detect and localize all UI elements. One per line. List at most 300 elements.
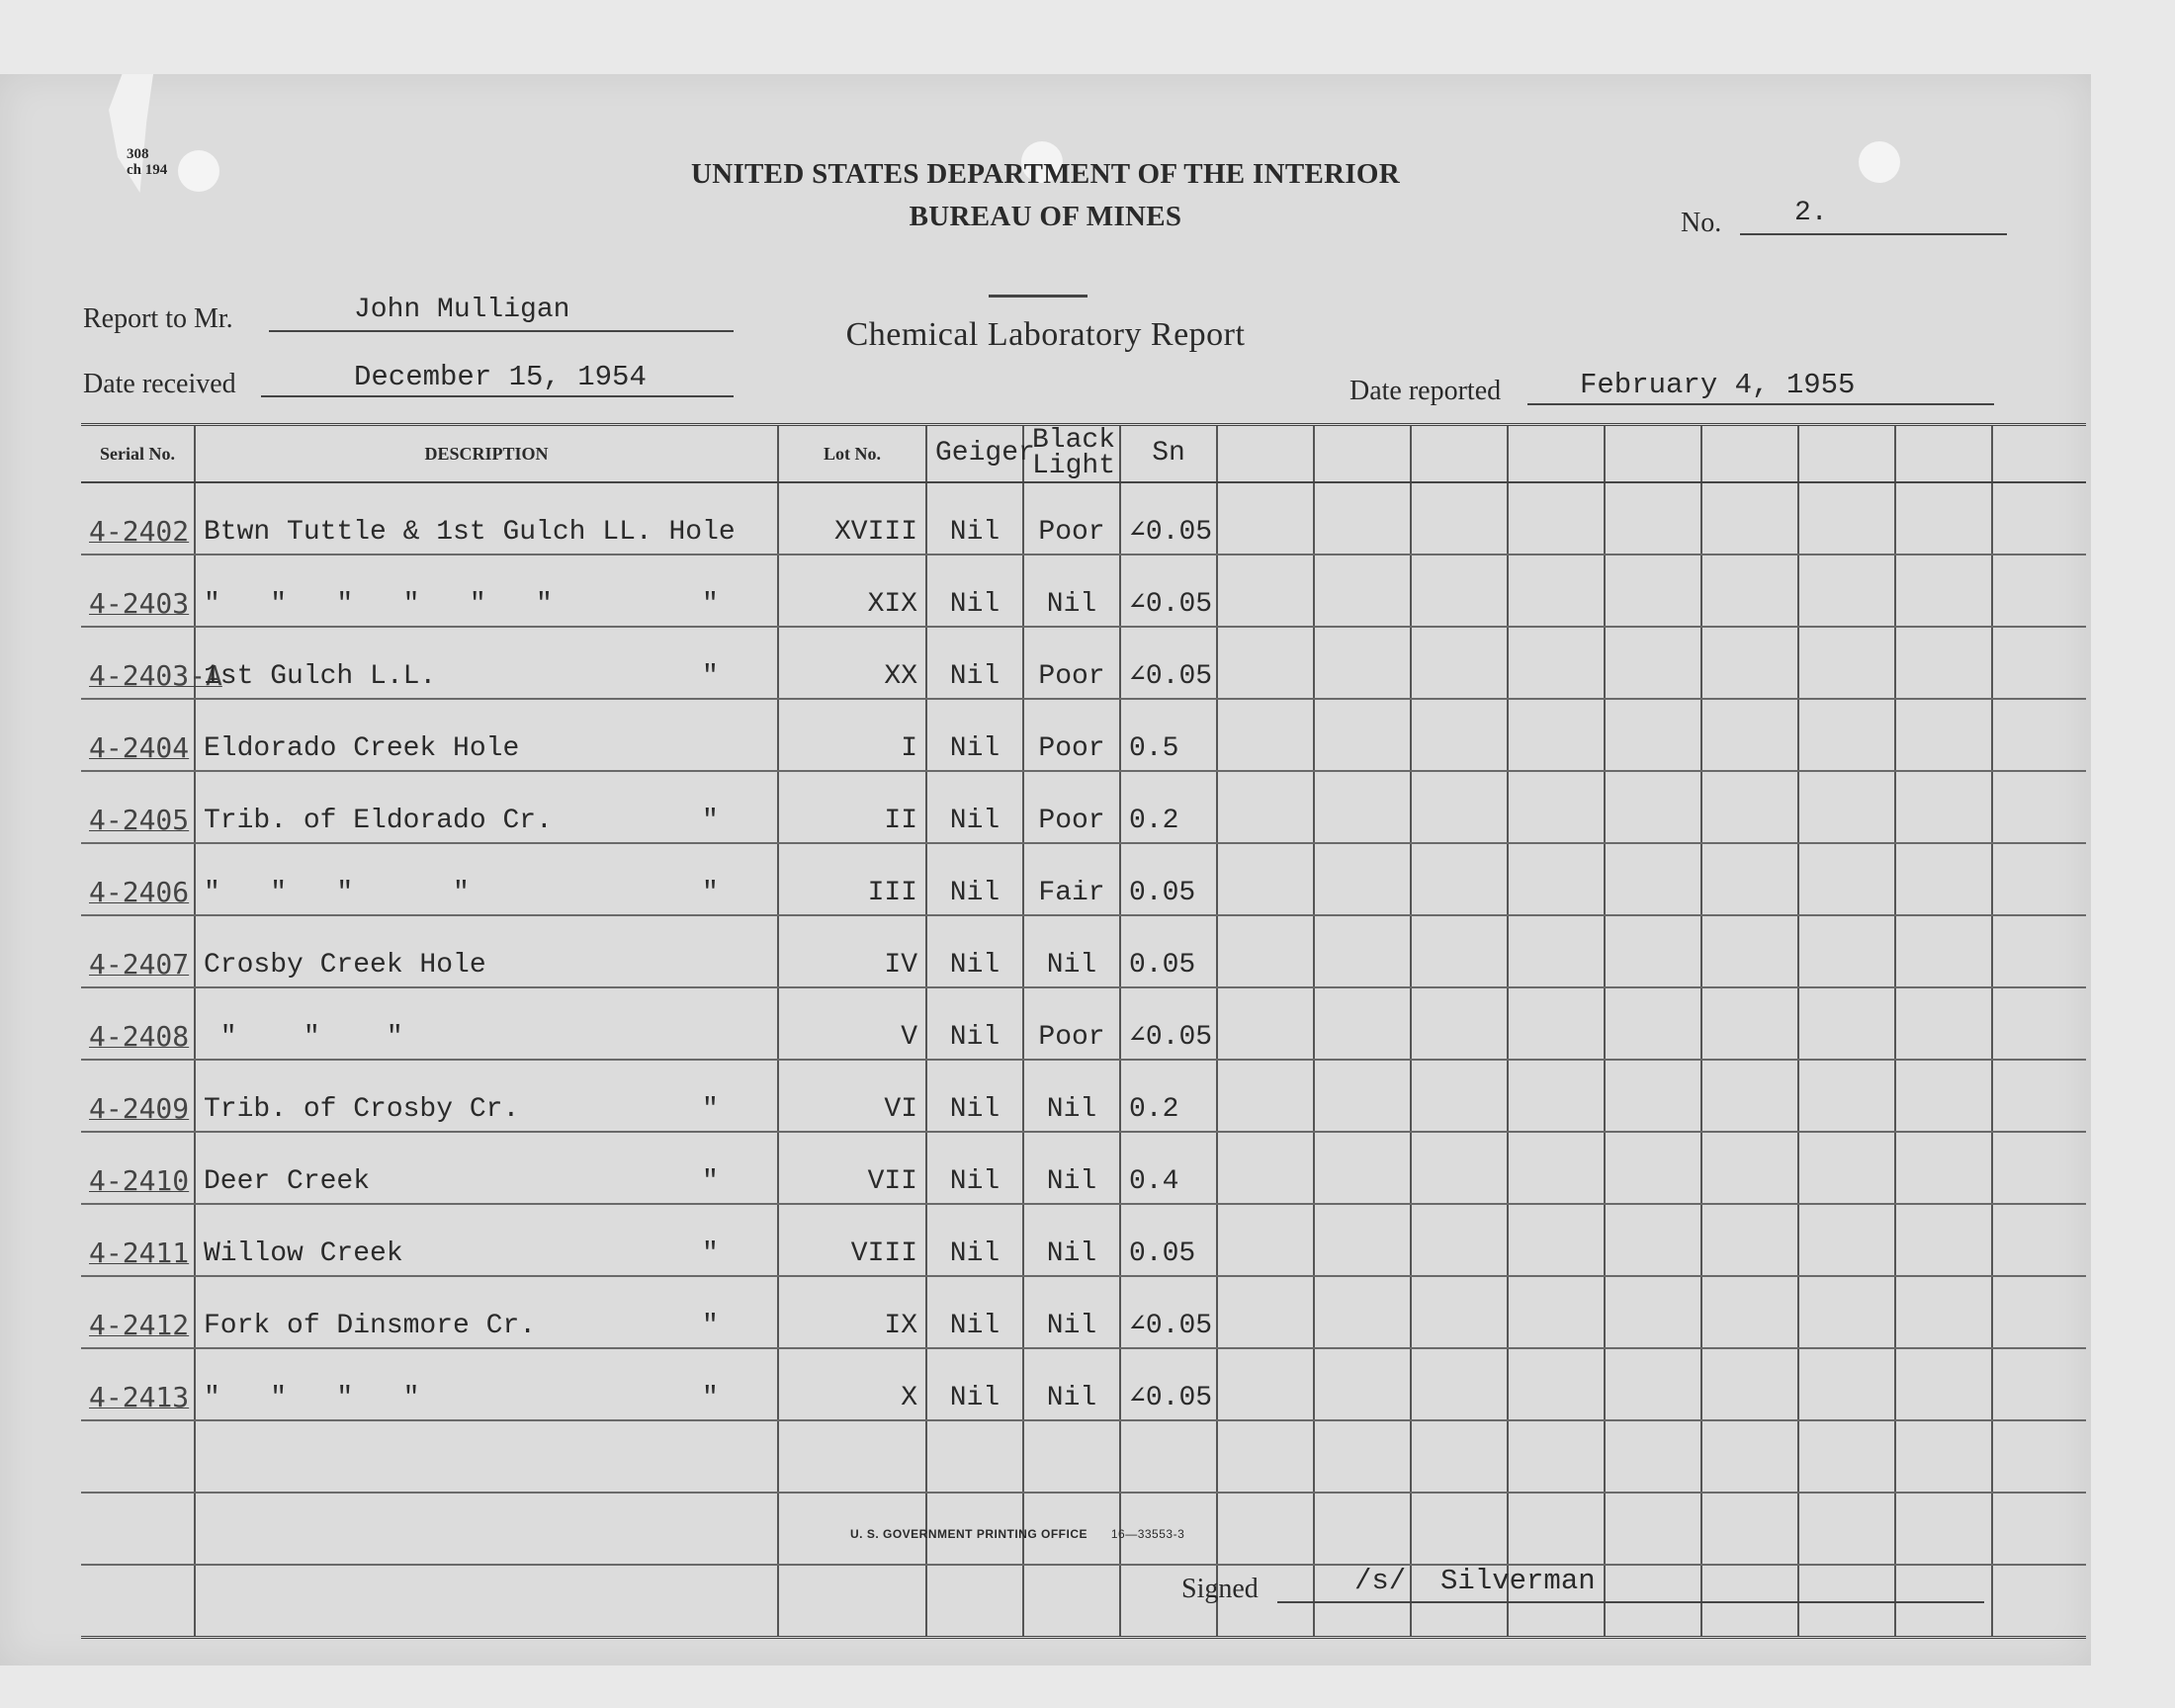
description-text: " " " "	[204, 878, 470, 908]
empty-cell	[1701, 1060, 1798, 1132]
empty-cell	[1992, 1132, 2086, 1204]
sn-cell: ∠0.05	[1120, 1348, 1217, 1420]
empty-cell	[1798, 627, 1895, 699]
empty-cell	[1895, 482, 1992, 555]
date-reported-label: Date reported	[1349, 376, 1502, 406]
black-light-cell: Nil	[1023, 1348, 1120, 1420]
empty-cell	[1411, 1420, 1508, 1493]
empty-cell	[1411, 1276, 1508, 1348]
header-empty	[1605, 425, 1701, 483]
empty-cell	[1992, 1420, 2086, 1493]
empty-cell	[1023, 1420, 1120, 1493]
empty-cell	[1798, 699, 1895, 771]
ditto-mark: "	[702, 806, 719, 836]
header-empty	[1798, 425, 1895, 483]
empty-cell	[1411, 1060, 1508, 1132]
serial-cell: 4-2409	[81, 1060, 195, 1132]
empty-cell	[1217, 1132, 1314, 1204]
empty-cell	[1895, 1420, 1992, 1493]
description-text: Willow Creek	[204, 1238, 403, 1269]
empty-cell	[1895, 1493, 1992, 1565]
empty-cell	[1217, 1493, 1314, 1565]
empty-cell	[1508, 555, 1605, 627]
empty-cell	[1798, 1204, 1895, 1276]
description-cell	[195, 482, 778, 555]
black-light-cell: Nil	[1023, 1276, 1120, 1348]
header-black-light: Black Light	[1023, 425, 1120, 483]
empty-cell	[1605, 1204, 1701, 1276]
empty-cell	[1895, 627, 1992, 699]
header-lot: Lot No.	[778, 425, 926, 483]
number-value: 2.	[1794, 198, 1828, 228]
empty-cell	[1605, 1276, 1701, 1348]
empty-cell	[778, 1420, 926, 1493]
empty-cell	[1217, 987, 1314, 1060]
empty-cell	[1314, 699, 1411, 771]
number-line	[1740, 233, 2007, 235]
lot-cell: VIII	[778, 1204, 926, 1276]
description-cell	[195, 627, 778, 699]
empty-cell	[1701, 987, 1798, 1060]
empty-cell	[1314, 1276, 1411, 1348]
table-row	[81, 987, 2086, 1060]
geiger-cell: Nil	[926, 771, 1023, 843]
empty-cell	[1895, 1348, 1992, 1420]
empty-cell	[1411, 771, 1508, 843]
empty-cell	[1508, 843, 1605, 915]
description-text: Trib. of Crosby Cr.	[204, 1094, 520, 1125]
empty-cell	[1217, 771, 1314, 843]
empty-cell	[1798, 843, 1895, 915]
empty-cell	[1992, 1204, 2086, 1276]
empty-cell	[1508, 627, 1605, 699]
black-light-cell: Poor	[1023, 627, 1120, 699]
lot-cell: X	[778, 1348, 926, 1420]
header-empty	[1895, 425, 1992, 483]
date-reported-line	[1527, 403, 1994, 405]
geiger-cell: Nil	[926, 915, 1023, 987]
sn-cell: 0.2	[1120, 771, 1217, 843]
sn-cell: 0.05	[1120, 843, 1217, 915]
sn-cell: 0.05	[1120, 915, 1217, 987]
description-cell	[195, 843, 778, 915]
empty-cell	[1314, 1204, 1411, 1276]
empty-cell	[1217, 915, 1314, 987]
empty-cell	[778, 1565, 926, 1638]
description-text: " " " " " "	[204, 589, 553, 620]
description-cell	[195, 1132, 778, 1204]
table-row	[81, 1132, 2086, 1204]
geiger-cell: Nil	[926, 555, 1023, 627]
serial-cell: 4-2408	[81, 987, 195, 1060]
black-light-cell: Nil	[1023, 1060, 1120, 1132]
empty-cell	[1895, 1276, 1992, 1348]
black-light-cell: Nil	[1023, 915, 1120, 987]
printing-office: U. S. GOVERNMENT PRINTING OFFICE 16—33553-3	[850, 1527, 1185, 1541]
empty-cell	[1701, 627, 1798, 699]
empty-cell	[1798, 987, 1895, 1060]
empty-cell	[1411, 555, 1508, 627]
geiger-cell: Nil	[926, 1060, 1023, 1132]
geiger-cell: Nil	[926, 1204, 1023, 1276]
description-cell	[195, 1204, 778, 1276]
empty-cell	[1701, 915, 1798, 987]
description-cell	[195, 987, 778, 1060]
description-cell	[195, 915, 778, 987]
empty-cell	[1701, 555, 1798, 627]
empty-cell	[1217, 1276, 1314, 1348]
serial-cell: 4-2406	[81, 843, 195, 915]
report-title: Chemical Laboratory Report	[845, 316, 1246, 353]
empty-cell	[1992, 1348, 2086, 1420]
black-light-cell: Poor	[1023, 987, 1120, 1060]
empty-cell	[1992, 1060, 2086, 1132]
empty-cell	[1508, 482, 1605, 555]
empty-cell	[195, 1420, 778, 1493]
empty-cell	[1605, 915, 1701, 987]
header-empty	[1411, 425, 1508, 483]
empty-cell	[1701, 1348, 1798, 1420]
empty-cell	[1314, 1493, 1411, 1565]
header-empty	[1992, 425, 2086, 483]
sn-cell: 0.2	[1120, 1060, 1217, 1132]
black-light-cell: Poor	[1023, 482, 1120, 555]
black-light-cell: Fair	[1023, 843, 1120, 915]
header-description: DESCRIPTION	[195, 425, 778, 483]
empty-cell	[1508, 987, 1605, 1060]
header-empty	[1508, 425, 1605, 483]
number-label: No.	[1681, 208, 1722, 238]
results-table	[81, 423, 2086, 1639]
empty-cell	[1411, 915, 1508, 987]
empty-cell	[1508, 1493, 1605, 1565]
serial-cell: 4-2403	[81, 555, 195, 627]
table-row	[81, 482, 2086, 555]
ditto-mark: "	[702, 1166, 719, 1197]
empty-cell	[1411, 699, 1508, 771]
empty-cell	[81, 1420, 195, 1493]
geiger-cell: Nil	[926, 843, 1023, 915]
description-cell	[195, 555, 778, 627]
empty-cell	[1701, 482, 1798, 555]
lot-cell: VII	[778, 1132, 926, 1204]
report-to-line	[269, 330, 734, 332]
ditto-mark: "	[702, 1094, 719, 1125]
header-serial: Serial No.	[81, 425, 195, 483]
empty-cell	[1314, 915, 1411, 987]
empty-cell	[1992, 1565, 2086, 1638]
empty-cell	[1605, 987, 1701, 1060]
table-row	[81, 627, 2086, 699]
empty-cell	[1701, 1132, 1798, 1204]
empty-cell	[1217, 1348, 1314, 1420]
header-geiger: Geiger	[926, 425, 1023, 483]
empty-cell	[1992, 987, 2086, 1060]
empty-cell	[1314, 843, 1411, 915]
empty-cell	[195, 1493, 778, 1565]
empty-cell	[1023, 1565, 1120, 1638]
table-row	[81, 1060, 2086, 1132]
date-received-label: Date received	[83, 369, 236, 399]
empty-cell	[1895, 843, 1992, 915]
serial-cell: 4-2404	[81, 699, 195, 771]
empty-cell	[1605, 482, 1701, 555]
empty-cell	[1701, 843, 1798, 915]
empty-cell	[1217, 843, 1314, 915]
black-light-cell: Poor	[1023, 699, 1120, 771]
empty-cell	[1411, 843, 1508, 915]
bureau-title: BUREAU OF MINES	[909, 201, 1182, 232]
empty-cell	[1411, 627, 1508, 699]
table-row	[81, 699, 2086, 771]
empty-cell	[1411, 987, 1508, 1060]
ditto-mark: "	[702, 1238, 719, 1269]
empty-cell	[1895, 555, 1992, 627]
table-row	[81, 771, 2086, 843]
sn-cell: 0.05	[1120, 1204, 1217, 1276]
empty-cell	[1605, 843, 1701, 915]
empty-cell	[1314, 771, 1411, 843]
empty-cell	[1992, 699, 2086, 771]
empty-cell	[81, 1565, 195, 1638]
empty-cell	[1701, 699, 1798, 771]
geiger-cell: Nil	[926, 482, 1023, 555]
lot-cell: XIX	[778, 555, 926, 627]
signature-value: /s/ Silverman	[1354, 1565, 1596, 1597]
empty-cell	[1314, 987, 1411, 1060]
sn-cell: ∠0.05	[1120, 987, 1217, 1060]
empty-cell	[1701, 1493, 1798, 1565]
empty-cell	[1701, 1420, 1798, 1493]
empty-cell	[1605, 1493, 1701, 1565]
empty-cell	[1314, 1060, 1411, 1132]
sn-cell: ∠0.05	[1120, 627, 1217, 699]
serial-cell: 4-2407	[81, 915, 195, 987]
empty-cell	[1217, 555, 1314, 627]
serial-cell: 4-2412	[81, 1276, 195, 1348]
empty-cell	[1217, 482, 1314, 555]
description-text: Fork of Dinsmore Cr.	[204, 1311, 537, 1341]
form-number: 308 ch 194	[127, 146, 168, 178]
description-cell	[195, 1276, 778, 1348]
table-header-row	[81, 425, 2086, 483]
title-rule	[989, 295, 1088, 298]
table-row	[81, 1348, 2086, 1420]
header-empty	[1314, 425, 1411, 483]
empty-cell	[1605, 1348, 1701, 1420]
empty-cell	[1798, 1348, 1895, 1420]
empty-cell	[1895, 771, 1992, 843]
table-row	[81, 915, 2086, 987]
empty-cell	[926, 1420, 1023, 1493]
serial-cell: 4-2411	[81, 1204, 195, 1276]
lot-cell: VI	[778, 1060, 926, 1132]
empty-cell	[1895, 699, 1992, 771]
table-row	[81, 843, 2086, 915]
department-title: UNITED STATES DEPARTMENT OF THE INTERIOR	[690, 158, 1401, 190]
empty-cell	[195, 1565, 778, 1638]
description-cell	[195, 1348, 778, 1420]
ditto-mark: "	[702, 661, 719, 692]
serial-cell: 4-2410	[81, 1132, 195, 1204]
empty-cell	[1798, 1493, 1895, 1565]
table-row	[81, 1204, 2086, 1276]
sn-cell: 0.4	[1120, 1132, 1217, 1204]
table-row	[81, 555, 2086, 627]
empty-cell	[81, 1493, 195, 1565]
empty-cell	[1992, 915, 2086, 987]
empty-cell	[1314, 627, 1411, 699]
geiger-cell: Nil	[926, 1276, 1023, 1348]
empty-cell	[1508, 915, 1605, 987]
lot-cell: XVIII	[778, 482, 926, 555]
sn-cell: ∠0.05	[1120, 482, 1217, 555]
empty-cell	[1992, 843, 2086, 915]
empty-cell	[1508, 1132, 1605, 1204]
empty-cell	[1798, 1276, 1895, 1348]
ditto-mark: "	[702, 589, 719, 620]
empty-cell	[1411, 482, 1508, 555]
empty-cell	[1798, 771, 1895, 843]
lot-cell: IX	[778, 1276, 926, 1348]
description-text: Btwn Tuttle & 1st Gulch LL. Hole	[204, 517, 736, 548]
empty-cell	[1508, 771, 1605, 843]
description-text: Trib. of Eldorado Cr.	[204, 806, 553, 836]
lot-cell: I	[778, 699, 926, 771]
ditto-mark: "	[702, 1383, 719, 1413]
empty-cell	[1508, 1348, 1605, 1420]
empty-cell	[1701, 1204, 1798, 1276]
empty-cell	[1798, 915, 1895, 987]
empty-cell	[1314, 1420, 1411, 1493]
empty-cell	[1992, 1493, 2086, 1565]
empty-cell	[1798, 482, 1895, 555]
description-text: Crosby Creek Hole	[204, 950, 486, 981]
empty-cell	[1605, 699, 1701, 771]
empty-cell	[926, 1565, 1023, 1638]
empty-cell	[1895, 915, 1992, 987]
description-text: " " " "	[204, 1383, 420, 1413]
empty-cell	[1411, 1493, 1508, 1565]
empty-cell	[1992, 482, 2086, 555]
empty-cell	[1798, 1420, 1895, 1493]
empty-cell	[1605, 1060, 1701, 1132]
black-light-cell: Nil	[1023, 1132, 1120, 1204]
empty-cell	[1508, 1204, 1605, 1276]
serial-cell: 4-2413	[81, 1348, 195, 1420]
geiger-cell: Nil	[926, 699, 1023, 771]
black-light-cell: Poor	[1023, 771, 1120, 843]
geiger-cell: Nil	[926, 1132, 1023, 1204]
description-text: " " "	[204, 1022, 403, 1053]
header-empty	[1701, 425, 1798, 483]
empty-cell	[1411, 1204, 1508, 1276]
empty-cell	[1701, 771, 1798, 843]
description-cell	[195, 699, 778, 771]
report-to-label: Report to Mr.	[83, 303, 233, 334]
date-received-line	[261, 395, 734, 397]
empty-cell	[1217, 1060, 1314, 1132]
lot-cell: III	[778, 843, 926, 915]
empty-cell	[1798, 1060, 1895, 1132]
black-light-cell: Nil	[1023, 1204, 1120, 1276]
empty-cell	[1217, 627, 1314, 699]
empty-cell	[1411, 1132, 1508, 1204]
sn-cell: ∠0.05	[1120, 1276, 1217, 1348]
signature-line	[1277, 1601, 1984, 1603]
empty-cell	[1605, 1420, 1701, 1493]
sn-cell: 0.5	[1120, 699, 1217, 771]
empty-cell	[1508, 1276, 1605, 1348]
signed-label: Signed	[1181, 1574, 1259, 1604]
table-row	[81, 1276, 2086, 1348]
empty-cell	[1314, 1132, 1411, 1204]
report-to-value: John Mulligan	[354, 295, 570, 325]
sn-cell: ∠0.05	[1120, 555, 1217, 627]
blank-row	[81, 1420, 2086, 1493]
ditto-mark: "	[702, 1311, 719, 1341]
empty-cell	[1120, 1420, 1217, 1493]
empty-cell	[1605, 1132, 1701, 1204]
lot-cell: V	[778, 987, 926, 1060]
empty-cell	[1798, 555, 1895, 627]
empty-cell	[1217, 699, 1314, 771]
empty-cell	[1411, 1348, 1508, 1420]
empty-cell	[1314, 1348, 1411, 1420]
empty-cell	[1508, 699, 1605, 771]
serial-cell: 4-2403-A	[81, 627, 195, 699]
empty-cell	[1895, 1132, 1992, 1204]
geiger-cell: Nil	[926, 987, 1023, 1060]
black-light-cell: Nil	[1023, 555, 1120, 627]
empty-cell	[1314, 482, 1411, 555]
empty-cell	[1217, 1420, 1314, 1493]
ditto-mark: "	[702, 878, 719, 908]
empty-cell	[1605, 771, 1701, 843]
description-text: Deer Creek	[204, 1166, 371, 1197]
empty-cell	[1992, 1276, 2086, 1348]
serial-cell: 4-2405	[81, 771, 195, 843]
empty-cell	[1895, 1060, 1992, 1132]
empty-cell	[1895, 987, 1992, 1060]
header-sn: Sn	[1120, 425, 1217, 483]
geiger-cell: Nil	[926, 1348, 1023, 1420]
lot-cell: II	[778, 771, 926, 843]
lot-cell: IV	[778, 915, 926, 987]
empty-cell	[1605, 627, 1701, 699]
description-cell	[195, 771, 778, 843]
empty-cell	[1217, 1204, 1314, 1276]
empty-cell	[1992, 771, 2086, 843]
description-text: Eldorado Creek Hole	[204, 733, 520, 764]
empty-cell	[1992, 555, 2086, 627]
description-cell	[195, 1060, 778, 1132]
empty-cell	[1798, 1132, 1895, 1204]
empty-cell	[1314, 555, 1411, 627]
lot-cell: XX	[778, 627, 926, 699]
empty-cell	[1992, 627, 2086, 699]
description-text: 1st Gulch L.L.	[204, 661, 437, 692]
date-received-value: December 15, 1954	[354, 361, 647, 393]
serial-cell: 4-2402	[81, 482, 195, 555]
geiger-cell: Nil	[926, 627, 1023, 699]
empty-cell	[1895, 1204, 1992, 1276]
date-reported-value: February 4, 1955	[1580, 369, 1856, 401]
empty-cell	[1701, 1276, 1798, 1348]
header-empty	[1217, 425, 1314, 483]
empty-cell	[1508, 1060, 1605, 1132]
empty-cell	[1508, 1420, 1605, 1493]
